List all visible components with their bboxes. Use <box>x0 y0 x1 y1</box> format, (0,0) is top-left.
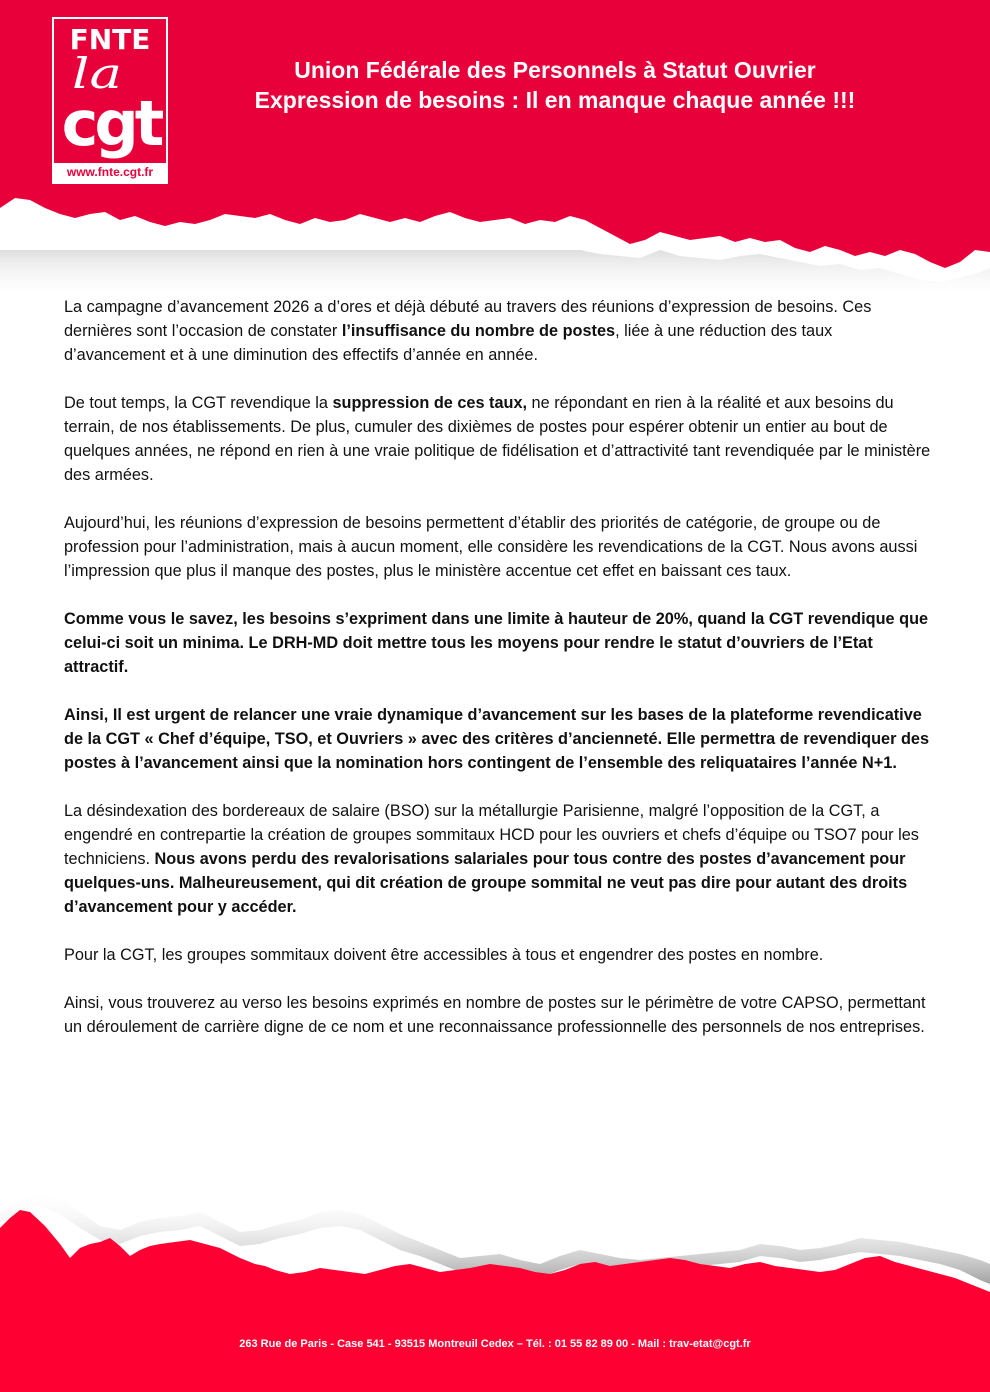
document-title <box>185 55 925 115</box>
paragraph-3: Aujourd’hui, les réunions d’expression de besoins permettent d’établir des priorités de catégorie, de groupe ou de profession pour l’administration, mais à aucun moment, elle considère les revendications de la CGT. Nous avons aussi l’impression que plus il manque des postes, plus le ministère accentue cet effet en baissant ces taux. <box>64 514 918 580</box>
paragraph-7: Pour la CGT, les groupes sommitaux doivent être accessibles à tous et engendrer des postes en nombre. <box>64 946 824 964</box>
paragraph-1-text-end: , liée à une réduction des taux d’avancement et à une diminution des effectifs d’année en année. <box>64 322 833 364</box>
paragraph-5-bold: Ainsi, Il est urgent de relancer une vraie dynamique d’avancement sur les bases de la plateforme revendicative de la CGT « Chef d’équipe, TSO, et Ouvriers » avec des critères d’ancienneté. Elle permettra de revendiquer des postes à l’avancement ainsi que la nomination hors contingent de l’ensemble des reliquataires l’année N+1. <box>64 706 930 772</box>
logo-url: www.fnte.cgt.fr <box>54 163 166 182</box>
paragraph-2-emphasis: suppression de ces taux, <box>332 394 528 412</box>
footer-banner <box>0 1160 990 1392</box>
paragraph-6-emphasis: Nous avons perdu des revalorisations salariales pour tous contre des postes d’avancement pour quelques-uns. Malheureusement, qui dit création de groupe sommital ne veut pas dire pour autant des droits d’avancement pour y accéder. <box>64 850 908 916</box>
paragraph-1-emphasis: l’insuffisance du nombre de postes <box>341 322 616 340</box>
title-line-1: Union Fédérale des Personnels à Statut Ouvrier <box>294 57 816 83</box>
paragraph-2 <box>64 391 934 487</box>
logo-fnte-text: FNTE <box>69 23 151 56</box>
logo-cgt-text: cgt <box>61 87 161 160</box>
paragraph-1 <box>64 295 934 367</box>
paragraph-2-text: De tout temps, la CGT revendique la <box>64 394 333 412</box>
fnte-cgt-logo <box>52 17 168 184</box>
paragraph-1-text: La campagne d’avancement 2026 a d’ores et déjà débuté au travers des réunions d’expression de besoins. Ces dernières sont l’occasion de constater <box>64 298 872 340</box>
logo-la-text: la <box>72 49 123 98</box>
paragraph-4-bold: Comme vous le savez, les besoins s’expriment dans une limite à hauteur de 20%, quand la CGT revendique que celui-ci soit un minima. Le DRH-MD doit mettre tous les moyens pour rendre le statut d’ouvriers de l’Etat attractif. <box>64 610 929 676</box>
paragraph-8: Ainsi, vous trouverez au verso les besoins exprimés en nombre de postes sur le périmètre de votre CAPSO, permettant un déroulement de carrière digne de ce nom et une reconnaissance professionnelle des personnels de nos entreprises. <box>64 994 926 1036</box>
torn-paper-red-footer <box>0 1160 990 1392</box>
footer-address: 263 Rue de Paris - Case 541 - 93515 Montreuil Cedex – Tél. : 01 55 82 89 00 - Mail : trav-etat@cgt.fr <box>239 1338 751 1350</box>
paragraph-2-text-end: ne répondant en rien à la réalité et aux besoins du terrain, de nos établissements. De plus, cumuler des dixièmes de postes pour espérer obtenir un entier au bout de quelques années, ne répond en rien à une vraie politique de fidélisation et d’attractivité tant revendiquée par le ministère des armées. <box>64 394 931 484</box>
document-body <box>64 295 934 1063</box>
header-banner <box>0 0 990 290</box>
paragraph-6-text: La désindexation des bordereaux de salaire (BSO) sur la métallurgie Parisienne, malgré l’opposition de la CGT, a engendré en contrepartie la création de groupes sommitaux HCD pour les ouvriers et chefs d’équipe ou TSO7 pour les techniciens. <box>64 802 919 868</box>
title-line-2: Expression de besoins : Il en manque chaque année !!! <box>254 87 856 113</box>
paragraph-6 <box>64 799 934 919</box>
